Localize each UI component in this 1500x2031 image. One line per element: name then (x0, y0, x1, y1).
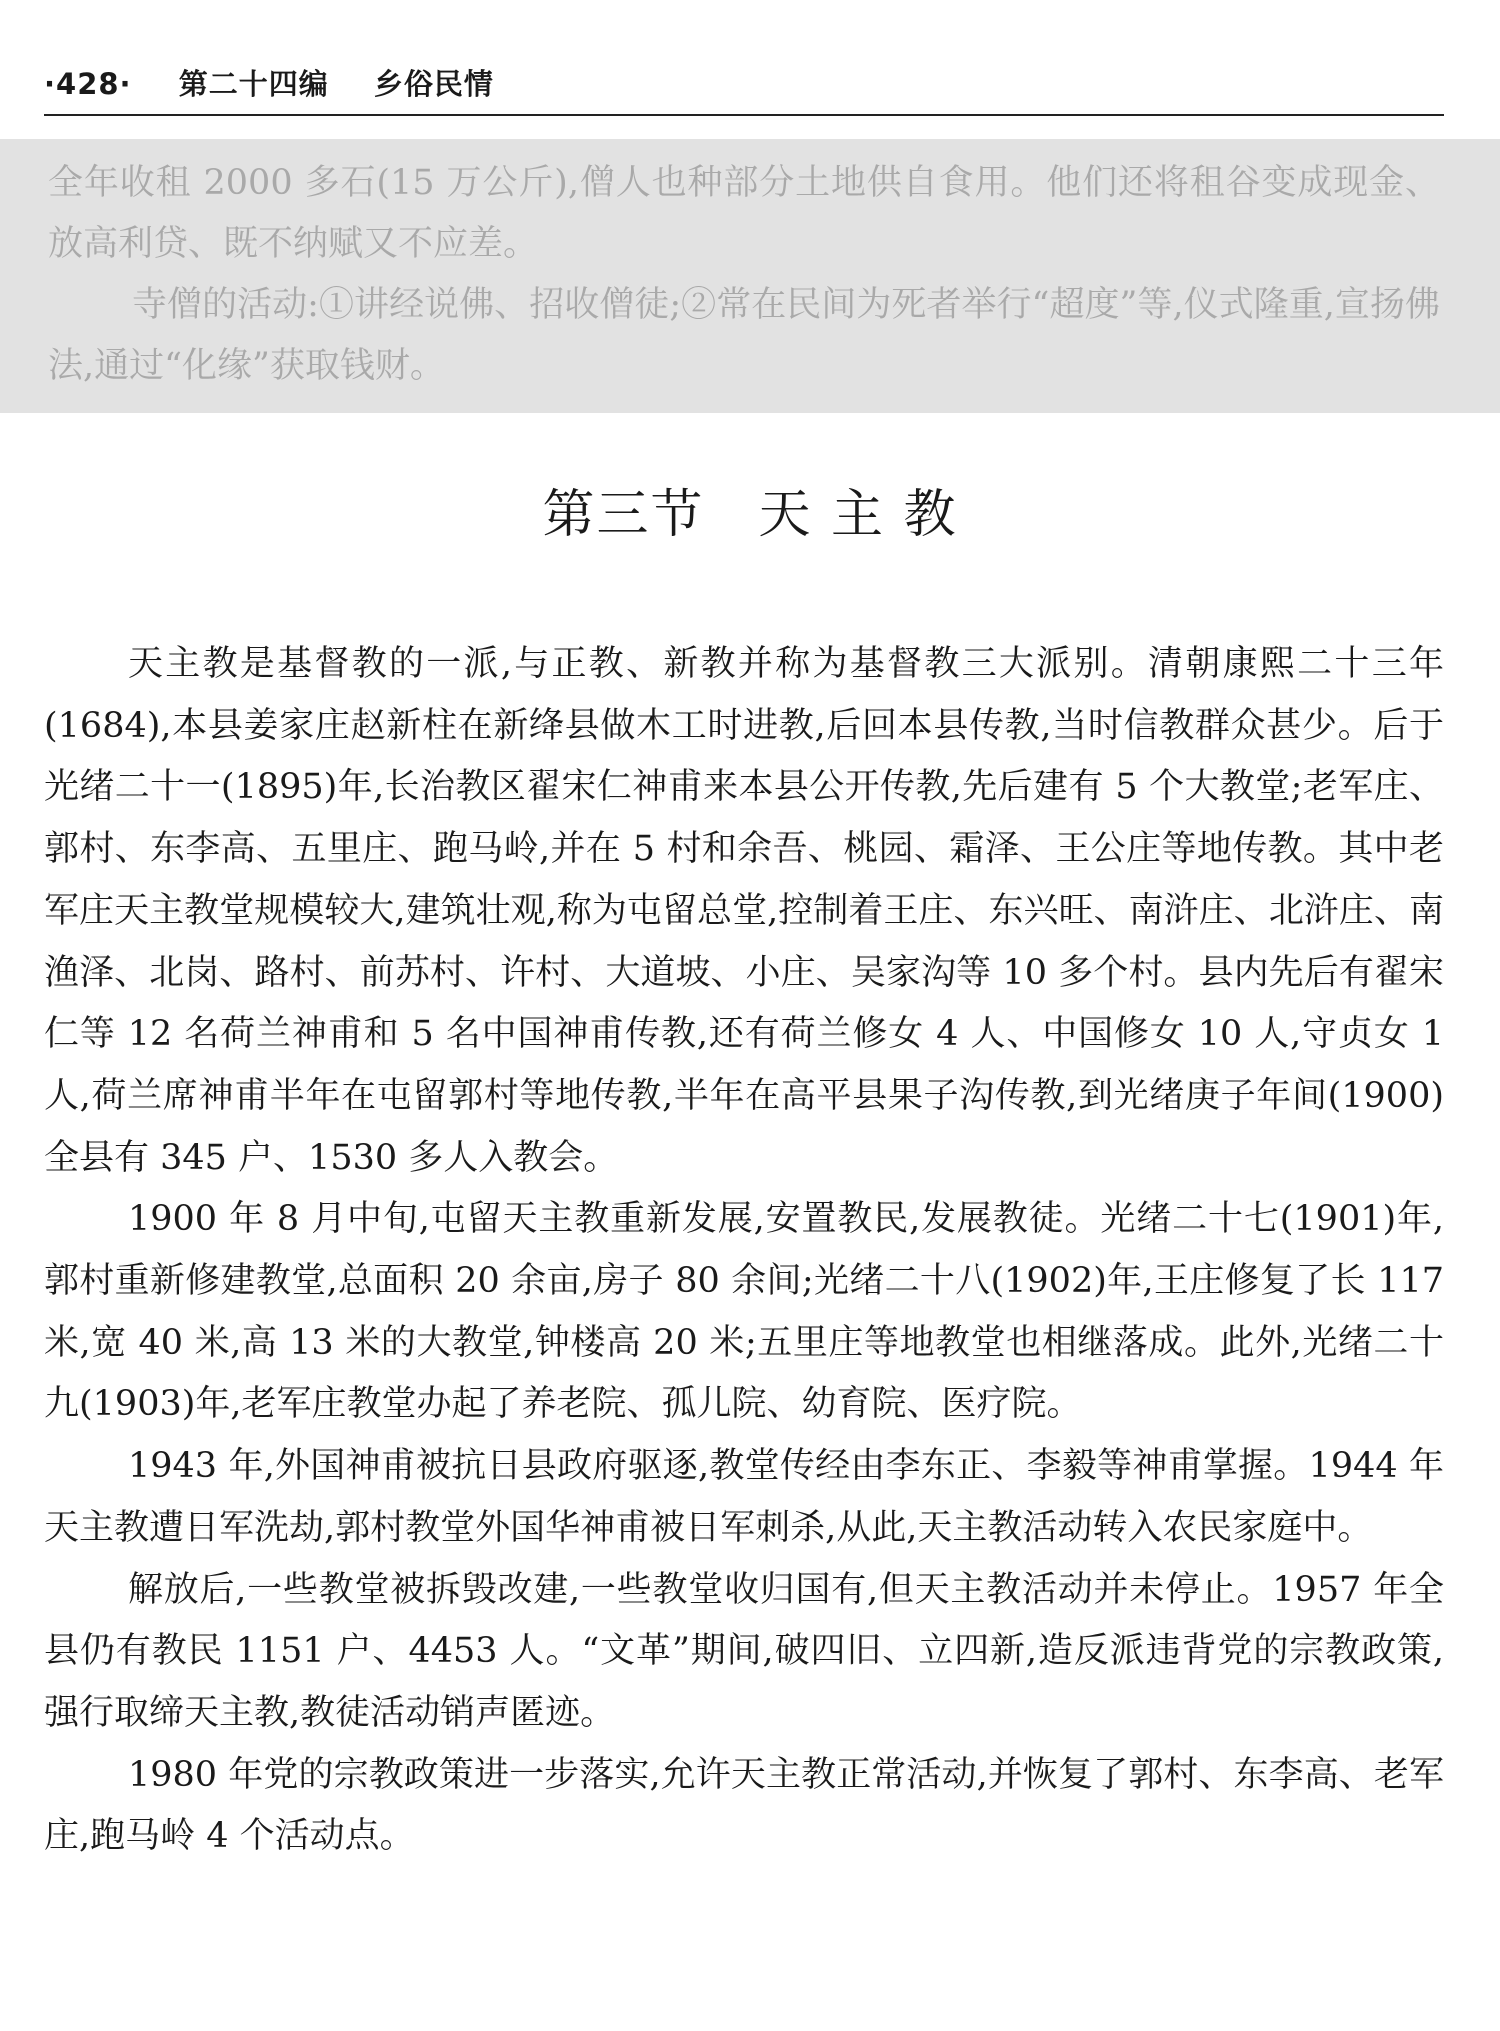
header-rule (44, 114, 1444, 116)
paragraph: 1943 年,外国神甫被抗日县政府驱逐,教堂传经由李东正、李毅等神甫掌握。1944 年天主教遭日军洗劫,郭村教堂外国华神甫被日军刺杀,从此,天主教活动转入农民家庭中。 (44, 1446, 1444, 1548)
carryover-paragraph: 寺僧的活动:①讲经说佛、招收僧徒;②常在民间为死者举行“超度”等,仪式隆重,宣扬佛法,通过“化缘”获取钱财。 (48, 285, 1440, 386)
body-text (44, 634, 1444, 1868)
paragraph: 天主教是基督教的一派,与正教、新教并称为基督教三大派别。清朝康熙二十三年(1684),本县姜家庄赵新柱在新绛县做木工时进教,后回本县传教,当时信教群众甚少。后于光绪二十一(1895)年,长治教区翟宋仁神甫来本县公开传教,先后建有 5 个大教堂;老军庄、郭村、东李高、五里庄、跑马岭,并在 5 村和余吾、桃园、霜泽、王公庄等地传教。其中老军庄天主教堂规模较大,建筑壮观,称为屯留总堂,控制着王庄、东兴旺、南浒庄、北浒庄、南渔泽、北岗、路村、前苏村、许村、大道坡、小庄、吴家沟等 10 多个村。县内先后有翟宋仁等 12 名荷兰神甫和 5 名中国神甫传教,还有荷兰修女 4 人、中国修女 10 人,守贞女 1 人,荷兰席神甫半年在屯留郭村等地传教,半年在高平县果子沟传教,到光绪庚子年间(1900)全县有 345 户、1530 多人入教会。 (44, 644, 1444, 1178)
paragraph: 1980 年党的宗教政策进一步落实,允许天主教正常活动,并恢复了郭村、东李高、老军庄,跑马岭 4 个活动点。 (44, 1754, 1444, 1857)
section-title: 第三节 天 主 教 (542, 485, 958, 545)
page-number: ·428· (44, 67, 132, 101)
carryover-paragraph: 全年收租 2000 多石(15 万公斤),僧人也种部分土地供自食用。他们还将租谷变成现金、放高利贷、既不纳赋又不应差。 (48, 163, 1440, 264)
part-title: 第二十四编 (178, 67, 329, 101)
carryover-block (0, 139, 1500, 413)
running-header (44, 62, 494, 103)
paragraph: 1900 年 8 月中旬,屯留天主教重新发展,安置教民,发展教徒。光绪二十七(1901)年,郭村重新修建教堂,总面积 20 余亩,房子 80 余间;光绪二十八(1902)年,王庄修复了长 117 米,宽 40 米,高 13 米的大教堂,钟楼高 20 米;五里庄等地教堂也相继落成。此外,光绪二十九(1903)年,老军庄教堂办起了养老院、孤儿院、幼育院、医疗院。 (44, 1199, 1444, 1425)
paragraph: 解放后,一些教堂被拆毁改建,一些教堂收归国有,但天主教活动并未停止。1957 年全县仍有教民 1151 户、4453 人。“文革”期间,破四旧、立四新,造反派违背党的宗教政策,强行取缔天主教,教徒活动销声匿迹。 (44, 1569, 1444, 1733)
chapter-title: 乡俗民情 (373, 67, 494, 101)
